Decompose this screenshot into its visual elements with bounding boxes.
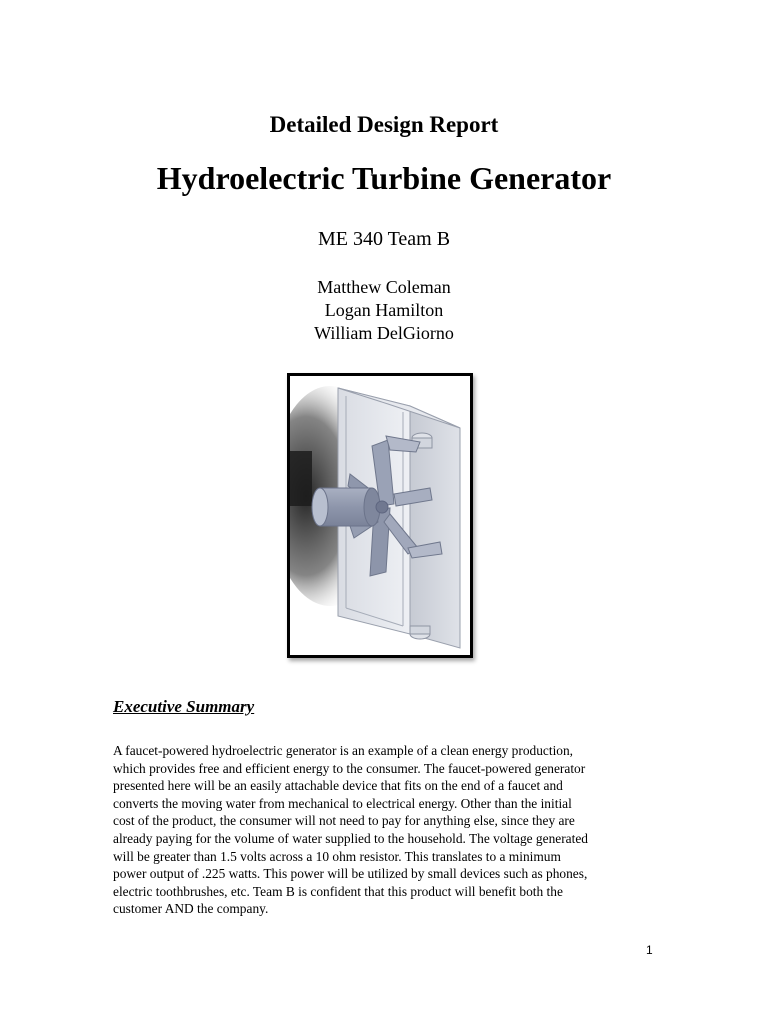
section-heading-executive-summary: Executive Summary [113,697,255,716]
summary-line: will be greater than 1.5 volts across a 10 ohm resistor. This translates to a minimum [113,848,561,864]
summary-line: power output of .225 watts. This power will be utilized by small devices such as phones, [113,866,588,882]
report-label: Detailed Design Report [269,112,499,137]
summary-line: A faucet-powered hydroelectric generator is an example of a clean energy production, [113,743,574,758]
team-name: ME 340 Team B [317,228,451,250]
author-name: Logan Hamilton [324,300,444,320]
summary-line: converts the moving water from mechanical to electrical energy. Other than the initial [113,795,572,811]
turbine-figure [287,373,473,658]
author-list [0,276,768,345]
page-number: 1 [646,943,653,957]
executive-summary-paragraph [113,742,661,918]
turbine-render-image [290,376,470,655]
summary-line: already paying for the volume of water supplied to the household. The voltage generated [113,830,588,846]
summary-line: presented here will be an easily attachable device that fits on the end of a faucet and [113,778,563,794]
summary-line: which provides free and efficient energy to the consumer. The faucet-powered generator [113,760,586,776]
summary-line: electric toothbrushes, etc. Team B is confident that this product will benefit both the [113,883,563,899]
summary-line: customer AND the company. [113,901,269,917]
page-title: Hydroelectric Turbine Generator [156,160,612,196]
summary-line: cost of the product, the consumer will not need to pay for anything else, since they are [113,813,575,829]
author-name: Matthew Coleman [317,277,451,297]
author-name: William DelGiorno [314,323,454,343]
